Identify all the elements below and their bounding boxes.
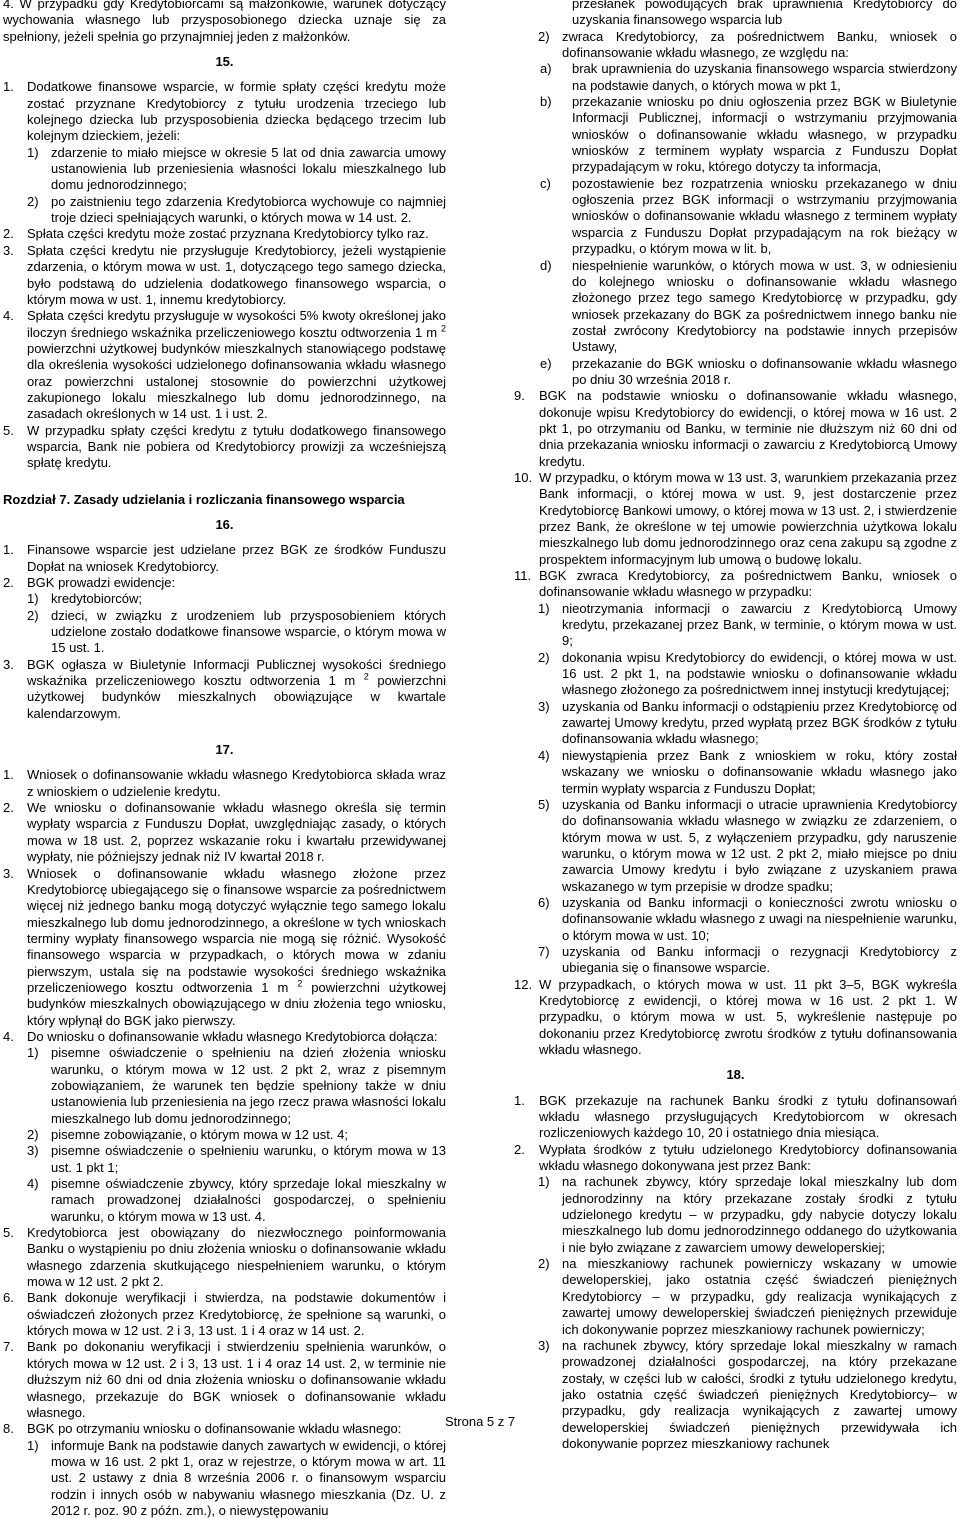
list-marker: 4) <box>538 747 550 763</box>
list-marker: a) <box>540 61 552 77</box>
list-marker: 3) <box>538 698 550 714</box>
list-item-text: BGK po otrzymaniu wniosku o dofinansowanie wkładu własnego: <box>27 1421 402 1437</box>
list-item <box>3 308 446 422</box>
list-item <box>514 1093 957 1142</box>
list-item <box>3 1045 446 1127</box>
list-item-text: po zaistnieniu tego zdarzenia Kredytobiorca wychowuje co najmniej troje dzieci spełniających warunki, o których mowa w 14 ust. 2. <box>51 193 446 226</box>
list-item-text: nieotrzymania informacji o zawarciu z Kredytobiorcą Umowy kredytu, przekazanej przez Bank, w terminie, o którym mowa w ust. 9; <box>562 600 957 649</box>
list-marker: 3. <box>3 242 14 258</box>
list-item-text: BGK zwraca Kredytobiorcy, za pośrednictwem Banku, wniosek o dofinansowanie wkładu własnego w przypadku: <box>539 568 957 600</box>
list-item-text: uzyskania od Banku informacji o konieczności zwrotu wniosku o dofinansowanie wkładu własnego z uwagi na niespełnienie warunku, o którym mowa w ust. 10; <box>562 894 957 943</box>
list-item-text: niewystąpienia przez Bank z wnioskiem w roku, który został wskazany we wniosku o dofinansowanie wkładu własnego jako termin wypłaty wsparcia z Funduszu Dopłat; <box>562 747 957 796</box>
list-item-text: dokonania wpisu Kredytobiorcy do ewidencji, o której mowa w ust. 16 ust. 2 pkt 1, na podstawie wniosku o dofinansowanie wkładu własnego złożonego za pośrednictwem innej instytucji kredytującej; <box>562 649 957 698</box>
page-number: Strona 5 z 7 <box>445 1414 516 1429</box>
list-item <box>514 356 957 389</box>
list-item <box>514 1174 957 1256</box>
list-item-text: W przypadku spłaty części kredytu z tytułu dodatkowego finansowego wsparcia, Bank nie pobiera od Kredytobiorcy prowizji za wcześniejszą spłatę kredytu. <box>27 422 446 471</box>
list-marker: 7. <box>3 1339 14 1355</box>
list-item-text: pisemne zobowiązanie, o którym mowa w 12 ust. 4; <box>51 1127 348 1142</box>
list-item <box>514 1256 957 1338</box>
list-item <box>514 797 957 895</box>
list-item <box>514 1142 957 1175</box>
list-item <box>3 657 446 722</box>
list-item-text: kredytobiorców; <box>51 591 143 607</box>
list-item-text: Kredytobiorca jest obowiązany do niezwłocznego poinformowania Banku o wystąpieniu po dniu złożenia wniosku o dofinansowanie wkładu własnego zdarzenia skutkującego niespełnieniem warunku, o którym mowa w 12 ust. 2 pkt 2. <box>27 1225 446 1290</box>
list-item <box>3 575 446 591</box>
spacer <box>3 70 446 79</box>
list-item-text: na rachunek zbywcy, który sprzedaje lokal mieszkalny lub dom jednorodzinny na który przekazane zostały środki z tytułu udzielonego kredytu – w przypadku, gdy nabycie dotyczy lokalu mieszkalnego lub domu jednorodzinnego oddanego do użytkowania i nie było związane z zawarciem umowy deweloperskiej; <box>562 1174 957 1255</box>
list-marker: 3. <box>3 865 14 881</box>
list-item-text: pisemne oświadczenie zbywcy, który sprzedaje lokal mieszkalny w ramach prowadzonej działalności gospodarczej, o spełnieniu warunku, o którym mowa w 13 ust. 4. <box>51 1176 446 1224</box>
list-marker: 1) <box>27 1045 39 1061</box>
list-marker: 1) <box>538 600 550 616</box>
list-item <box>3 1421 446 1437</box>
list-item <box>514 94 957 176</box>
list-item <box>514 176 957 258</box>
list-item-text: Do wniosku o dofinansowanie wkładu własnego Kredytobiorca dołącza: <box>27 1028 438 1044</box>
list-item <box>514 895 957 944</box>
list-item-text: Spłata części kredytu przysługuje w wysokości 5% kwoty określonej jako iloczyn średniego wskaźnika przeliczeniowego kosztu odtworzenia 1 m $^2$ powierzchni użytkowej budynków mieszkalnych stanowiącego podstawę dla określenia wysokości udzielonego dofinansowania wkładu własnego oraz powierzchni ustalonej stosownie do powierzchni użytkowej zakupionego lokalu mieszkalnego lub domu jednorodzinnego, na zasadach określonych w 14 ust. 1 i ust. 2. <box>27 308 446 422</box>
list-item-text: W przypadku, o którym mowa w 13 ust. 3, warunkiem przekazania przez Bank informacji, o której mowa w ust. 9, jest dostarczenie przez Kredytobiorcę Bankowi umowy, o której mowa w 13 ust. 2, i stwierdzenie przez Bank, że określone w tej umowie powierzchnia użytkowa lokalu mieszkalnego lub domu jednorodzinnego oraz cena zakupu są zgodne z prospektem informacyjnym lub umową o budowę lokalu. <box>539 469 957 567</box>
list-item <box>3 1290 446 1339</box>
list-marker: 5. <box>3 422 14 438</box>
list-marker: 2. <box>514 1141 525 1157</box>
list-marker: 7) <box>538 943 550 959</box>
left-column <box>3 0 446 1519</box>
list-item <box>3 194 446 227</box>
spacer <box>3 472 446 492</box>
section-number: 15. <box>215 54 234 70</box>
list-marker: 6. <box>3 1290 14 1306</box>
list-item-text: przesłanek powodujących brak uprawnienia Kredytobiorcy do uzyskania finansowego wsparcia lub <box>572 0 957 28</box>
list-item <box>514 568 957 601</box>
list-marker: 2. <box>3 800 14 816</box>
list-marker: 2) <box>27 1127 39 1142</box>
list-item <box>3 423 446 472</box>
list-marker: 2) <box>538 28 550 44</box>
paragraph: 4. W przypadku gdy Kredytobiorcami są małżonkowie, warunek dotyczący wychowania własnego lub przysposobionego dziecka uznaje się za spełniony, jeżeli spełnia go przynajmniej jeden z małżonków. <box>3 0 446 44</box>
list-item <box>514 650 957 699</box>
list-item <box>3 800 446 865</box>
list-item-text: na rachunek zbywcy, który sprzedaje lokal mieszkalny w ramach prowadzonej działalności gospodarczej, na który przekazane zostały, w części lub w całości, środki z tytułu udzielonego kredytu, jako ostatnia część świadczeń pieniężnych Kredytobiorcy– w przypadku, gdy realizacja wynikających z zawartej umowy deweloperskiej świadczeń pieniężnych przewidywała ich dokonywanie poprzez mieszkaniowy rachunek <box>562 1337 957 1451</box>
list-item <box>3 1438 446 1519</box>
list-item-text: Wniosek o dofinansowanie wkładu własnego złożone przez Kredytobiorcę ubiegającego się o finansowe wsparcie za pośrednictwem więcej niż jednego banku mogą dotyczyć wyłącznie tego samego lokalu mieszkalnego lub domu jednorodzinnego, a określone w tych wnioskach terminy wypłaty finansowego wsparcia nie mogą się różnić. Wysokość finansowego wsparcia w przypadkach, o których mowa w zdaniu pierwszym, ustala się na podstawie wysokości średniego wskaźnika przeliczeniowego kosztu odtworzenia 1 m $^2$ powierzchni użytkowej budynków mieszkalnych obowiązującego w dniu złożenia tego wniosku, który wpłynął do BGK jako pierwszy. <box>27 865 446 1028</box>
list-item-text: pisemne oświadczenie o spełnieniu warunku, o którym mowa w 13 ust. 1 pkt 1; <box>51 1143 446 1175</box>
list-marker: 5. <box>3 1225 14 1241</box>
list-item <box>514 977 957 1059</box>
list-item <box>3 1029 446 1045</box>
list-marker: 2. <box>3 575 14 590</box>
spacer <box>3 722 446 742</box>
list-marker: 4. <box>3 308 14 324</box>
list-item <box>3 1127 446 1143</box>
list-item <box>514 388 957 470</box>
spacer <box>3 508 446 517</box>
list-item <box>514 258 957 356</box>
list-marker: 1. <box>3 79 14 95</box>
list-item-text: informuje Bank na podstawie danych zawartych w ewidencji, o której mowa w 16 ust. 2 pkt 1, oraz w rejestrze, o którym mowa w art. 11 ust. 2 ustawy z dnia 8 września 2006 r. o finansowym wsparciu rodzin i innych osób w nabywaniu własnego mieszkania (Dz. U. z 2012 r. poz. 90 z późn. zm.), o niewystępowaniu <box>51 1437 446 1518</box>
list-item-text: zdarzenie to miało miejsce w okresie 5 lat od dnia zawarcia umowy ustanowienia lub przeniesienia własności lokalu mieszkalnego lub domu jednorodzinnego; <box>51 144 446 193</box>
list-item-text: BGK prowadzi ewidencje: <box>27 575 176 590</box>
list-marker: 1. <box>3 767 14 783</box>
list-item <box>514 699 957 748</box>
list-item <box>514 1338 957 1452</box>
list-marker: 8. <box>3 1421 14 1437</box>
list-marker: 2. <box>3 226 14 242</box>
list-item-text: Wypłata środków z tytułu udzielonego Kredytobiorcy dofinansowania wkładu własnego dokonywana jest przez Bank: <box>539 1141 957 1174</box>
list-marker: e) <box>540 355 552 371</box>
list-item-text: BGK przekazuje na rachunek Banku środki z tytułu dofinansowań wkładu własnego przysługujących Kredytobiorcom w okresach rozliczeniowych każdego 10, 20 i ostatniego dnia miesiąca. <box>539 1092 957 1141</box>
list-item <box>3 591 446 607</box>
list-item-text: We wniosku o dofinansowanie wkładu własnego określa się termin wypłaty wsparcia z Funduszu Dopłat, uwzględniając zasady, o których mowa w 18 ust. 2, poprzez wskazanie roku i kwartału przewidywanej wypłaty, nie późniejszy jednak niż IV kwartał 2018 r. <box>27 800 446 865</box>
right-column <box>514 0 957 1452</box>
list-marker: 2) <box>538 649 550 665</box>
list-marker: b) <box>540 94 552 110</box>
list-item <box>3 542 446 575</box>
spacer <box>3 533 446 542</box>
list-item-text: Bank dokonuje weryfikacji i stwierdza, na podstawie dokumentów i oświadczeń złożonych przez Kredytobiorcę, że spełnione są warunki, o których mowa w 12 ust. 2 i 3, 13 ust. 1 i 4 oraz w 14 ust. 2. <box>27 1290 446 1339</box>
list-marker: 1. <box>514 1092 525 1108</box>
list-marker: 1) <box>27 144 39 160</box>
list-item-text: Bank po dokonaniu weryfikacji i stwierdzeniu spełnienia warunków, o których mowa w 12 ust. 2 i 3, 13 ust. 1 i 4 oraz 14 ust. 2, w terminie nie dłuższym niż 60 dni od dnia złożenia wniosku o dofinansowanie wkładu własnego, przekazuje do BGK wniosek o dofinansowanie wkładu własnego. <box>27 1339 446 1420</box>
list-item-text: Dodatkowe finansowe wsparcie, w formie spłaty części kredytu może zostać przyznane Kredytobiorcy z tytułu urodzenia trzeciego lub kolejnego dziecka lub przysposobienia dziecka będącego trzecim lub kolejnym dzieckiem, jeżeli: <box>27 79 446 144</box>
list-item <box>3 1176 446 1225</box>
list-item <box>514 0 957 29</box>
list-item-text: Spłata części kredytu nie przysługuje Kredytobiorcy, jeżeli wystąpienie zdarzenia, o którym mowa w ust. 1, dotyczącego tego samego dziecka, było podstawą do udzielenia dodatkowego finansowego wsparcia, o którym mowa w ust. 1, innemu kredytobiorcy. <box>27 242 446 307</box>
list-item-text: Spłata części kredytu może zostać przyznana Kredytobiorcy tylko raz. <box>27 226 429 242</box>
list-item <box>3 767 446 800</box>
list-item-text: brak uprawnienia do uzyskania finansowego wsparcia stwierdzony na podstawie danych, o których mowa w pkt 1, <box>572 61 957 93</box>
section-number: 18. <box>726 1067 745 1083</box>
list-marker: 2) <box>27 607 39 623</box>
list-item-text: Finansowe wsparcie jest udzielane przez BGK ze środków Funduszu Dopłat na wniosek Kredytobiorcy. <box>27 542 446 574</box>
list-item-text: na mieszkaniowy rachunek powierniczy wskazany w umowie deweloperskiej, jako ostatnia część świadczeń pieniężnych Kredytobiorcy – w przypadku, gdy realizacja wynikających z zawartej umowy deweloperskiej świadczeń pieniężnych przewiduje ich dokonywanie poprzez mieszkaniowy rachunek powierniczy; <box>562 1256 957 1337</box>
list-marker: 3) <box>538 1337 550 1353</box>
list-item-text: przekazanie do BGK wniosku o dofinansowanie wkładu własnego po dniu 30 września 2018 r. <box>572 355 957 387</box>
list-item <box>3 1339 446 1421</box>
list-item <box>3 866 446 1029</box>
spacer <box>3 758 446 767</box>
list-item-text: pozostawienie bez rozpatrzenia wniosku przekazanego w dniu ogłoszenia przez BGK informacji o wstrzymaniu przyjmowania wniosków o dofinansowanie wkładu własnego z terminem wypłaty wsparcia z Funduszu Dopłat przypadającym na rok bieżący w przypadku, o którym mowa w lit. b, <box>572 175 957 257</box>
list-item-text: BGK na podstawie wniosku o dofinansowanie wkładu własnego, dokonuje wpisu Kredytobiorcy do ewidencji, o której mowa w 16 ust. 2 pkt 1, po otrzymaniu od Banku, w terminie nie dłuższym niż 60 dni od dnia przekazania wniosku informacji o zawarciu z Kredytobiorcą Umowy kredytu. <box>539 388 957 469</box>
list-item-text: dzieci, w związku z urodzeniem lub przysposobieniem których udzielone zostało dodatkowe finansowe wsparcie, o którym mowa w 15 ust. 1. <box>51 607 446 656</box>
list-item <box>3 1225 446 1290</box>
list-marker: 1) <box>27 1437 39 1453</box>
list-item <box>3 1143 446 1176</box>
list-item <box>514 601 957 650</box>
list-item <box>514 61 957 94</box>
list-item <box>3 226 446 242</box>
list-item <box>3 79 446 144</box>
list-marker: 11. <box>514 568 532 584</box>
list-marker: 12. <box>514 976 533 992</box>
list-marker: 4) <box>27 1176 39 1192</box>
list-marker: 2) <box>538 1256 550 1272</box>
list-item-text: niespełnienie warunków, o których mowa w ust. 3, w odniesieniu do kolejnego wniosku o dofinansowanie wkładu własnego złożonego przez tego samego Kredytobiorcę w przypadku, gdy wniosek przekazany do BGK za pośrednictwem innego banku nie został zwrócony Kredytobiorcy na podstawie innych przepisów Ustawy, <box>572 257 957 355</box>
list-marker: 2) <box>27 193 39 209</box>
spacer <box>514 1084 957 1093</box>
list-item-text: Wniosek o dofinansowanie wkładu własnego Kredytobiorca składa wraz z wnioskiem o udzielenie kredytu. <box>27 767 446 799</box>
list-marker: 3) <box>27 1143 39 1159</box>
list-item-text: zwraca Kredytobiorcy, za pośrednictwem Banku, wniosek o dofinansowanie wkładu własnego, ze względu na: <box>562 28 957 61</box>
list-marker: 5) <box>538 796 550 812</box>
list-marker: 4. <box>3 1028 14 1044</box>
list-item-text: pisemne oświadczenie o spełnieniu na dzień złożenia wniosku warunku, o którym mowa w 12 ust. 2 pkt 2, wraz z pisemnym zobowiązaniem, że warunek ten będzie spełniony także w dniu ustanowienia lub przeniesienia na jego rzecz prawa własności lokalu mieszkalnego lub domu jednorodzinnego; <box>51 1045 446 1126</box>
list-marker: d) <box>540 257 552 273</box>
list-item-text: uzyskania od Banku informacji o rezygnacji Kredytobiorcy z ubiegania się o finansowe wsparcie. <box>562 943 957 976</box>
list-marker: 6) <box>538 894 550 910</box>
list-item-text: W przypadkach, o których mowa w ust. 11 pkt 3–5, BGK wykreśla Kredytobiorcę z ewidencji, o której mowa w 16 ust. 2 pkt 1. W przypadku, o którym mowa w ust. 5, wykreślenie następuje po dokonaniu przez Kredytobiorcę zwrotu środków z tytułu dofinansowania wkładu własnego. <box>539 976 957 1057</box>
list-item <box>514 29 957 62</box>
list-item-text: BGK ogłasza w Biuletynie Informacji Publicznej wysokości średniego wskaźnika przeliczeniowego kosztu odtworzenia 1 m $^2$ powierzchni użytkowej budynków mieszkalnych obowiązujące w kwartale kalendarzowym. <box>27 656 446 721</box>
spacer <box>514 1058 957 1067</box>
list-item <box>3 608 446 657</box>
chapter-heading: Rozdział 7. Zasady udzielania i rozliczania finansowego wsparcia <box>3 491 405 507</box>
list-item-text: przekazanie wniosku po dniu ogłoszenia przez BGK w Biuletynie Informacji Publicznej, informacji o wstrzymaniu przyjmowania wniosków o dofinansowanie wkładu własnego, w przypadku wniosków z terminem wypłaty wsparcia z Funduszu Dopłat przypadającym w roku, którego dotyczy ta informacja, <box>572 94 957 175</box>
list-item <box>3 243 446 308</box>
section-number: 16. <box>215 516 234 532</box>
list-item <box>514 748 957 797</box>
list-item-text: uzyskania od Banku informacji o odstąpieniu przez Kredytobiorcę od zawartej Umowy kredytu, przed wypłatą przez BGK środków z tytułu dofinansowania wkładu własnego; <box>562 698 957 747</box>
list-item <box>514 470 957 568</box>
list-marker: 9. <box>514 388 525 404</box>
list-item <box>514 944 957 977</box>
list-marker: c) <box>540 175 551 191</box>
list-marker: 1. <box>3 542 14 558</box>
list-marker: 1) <box>27 591 39 607</box>
list-marker: 10. <box>514 469 533 485</box>
list-item-text: uzyskania od Banku informacji o utracie uprawnienia Kredytobiorcy do dofinansowania wkładu własnego w związku ze zdarzeniem, o którym mowa w ust. 5, z wyłączeniem przypadku, gdy naruszenie warunku, o którym mowa w 12 ust. 2 pkt 2, miało miejsce po dniu zawarcia Umowy kredytu i było związane z uzyskaniem prawa wskazanego w tym przepisie w drodze spadku; <box>562 796 957 894</box>
list-marker: 3. <box>3 656 14 672</box>
list-marker: 1) <box>538 1174 550 1190</box>
section-number: 17. <box>215 742 234 758</box>
list-item <box>3 145 446 194</box>
spacer <box>3 45 446 54</box>
